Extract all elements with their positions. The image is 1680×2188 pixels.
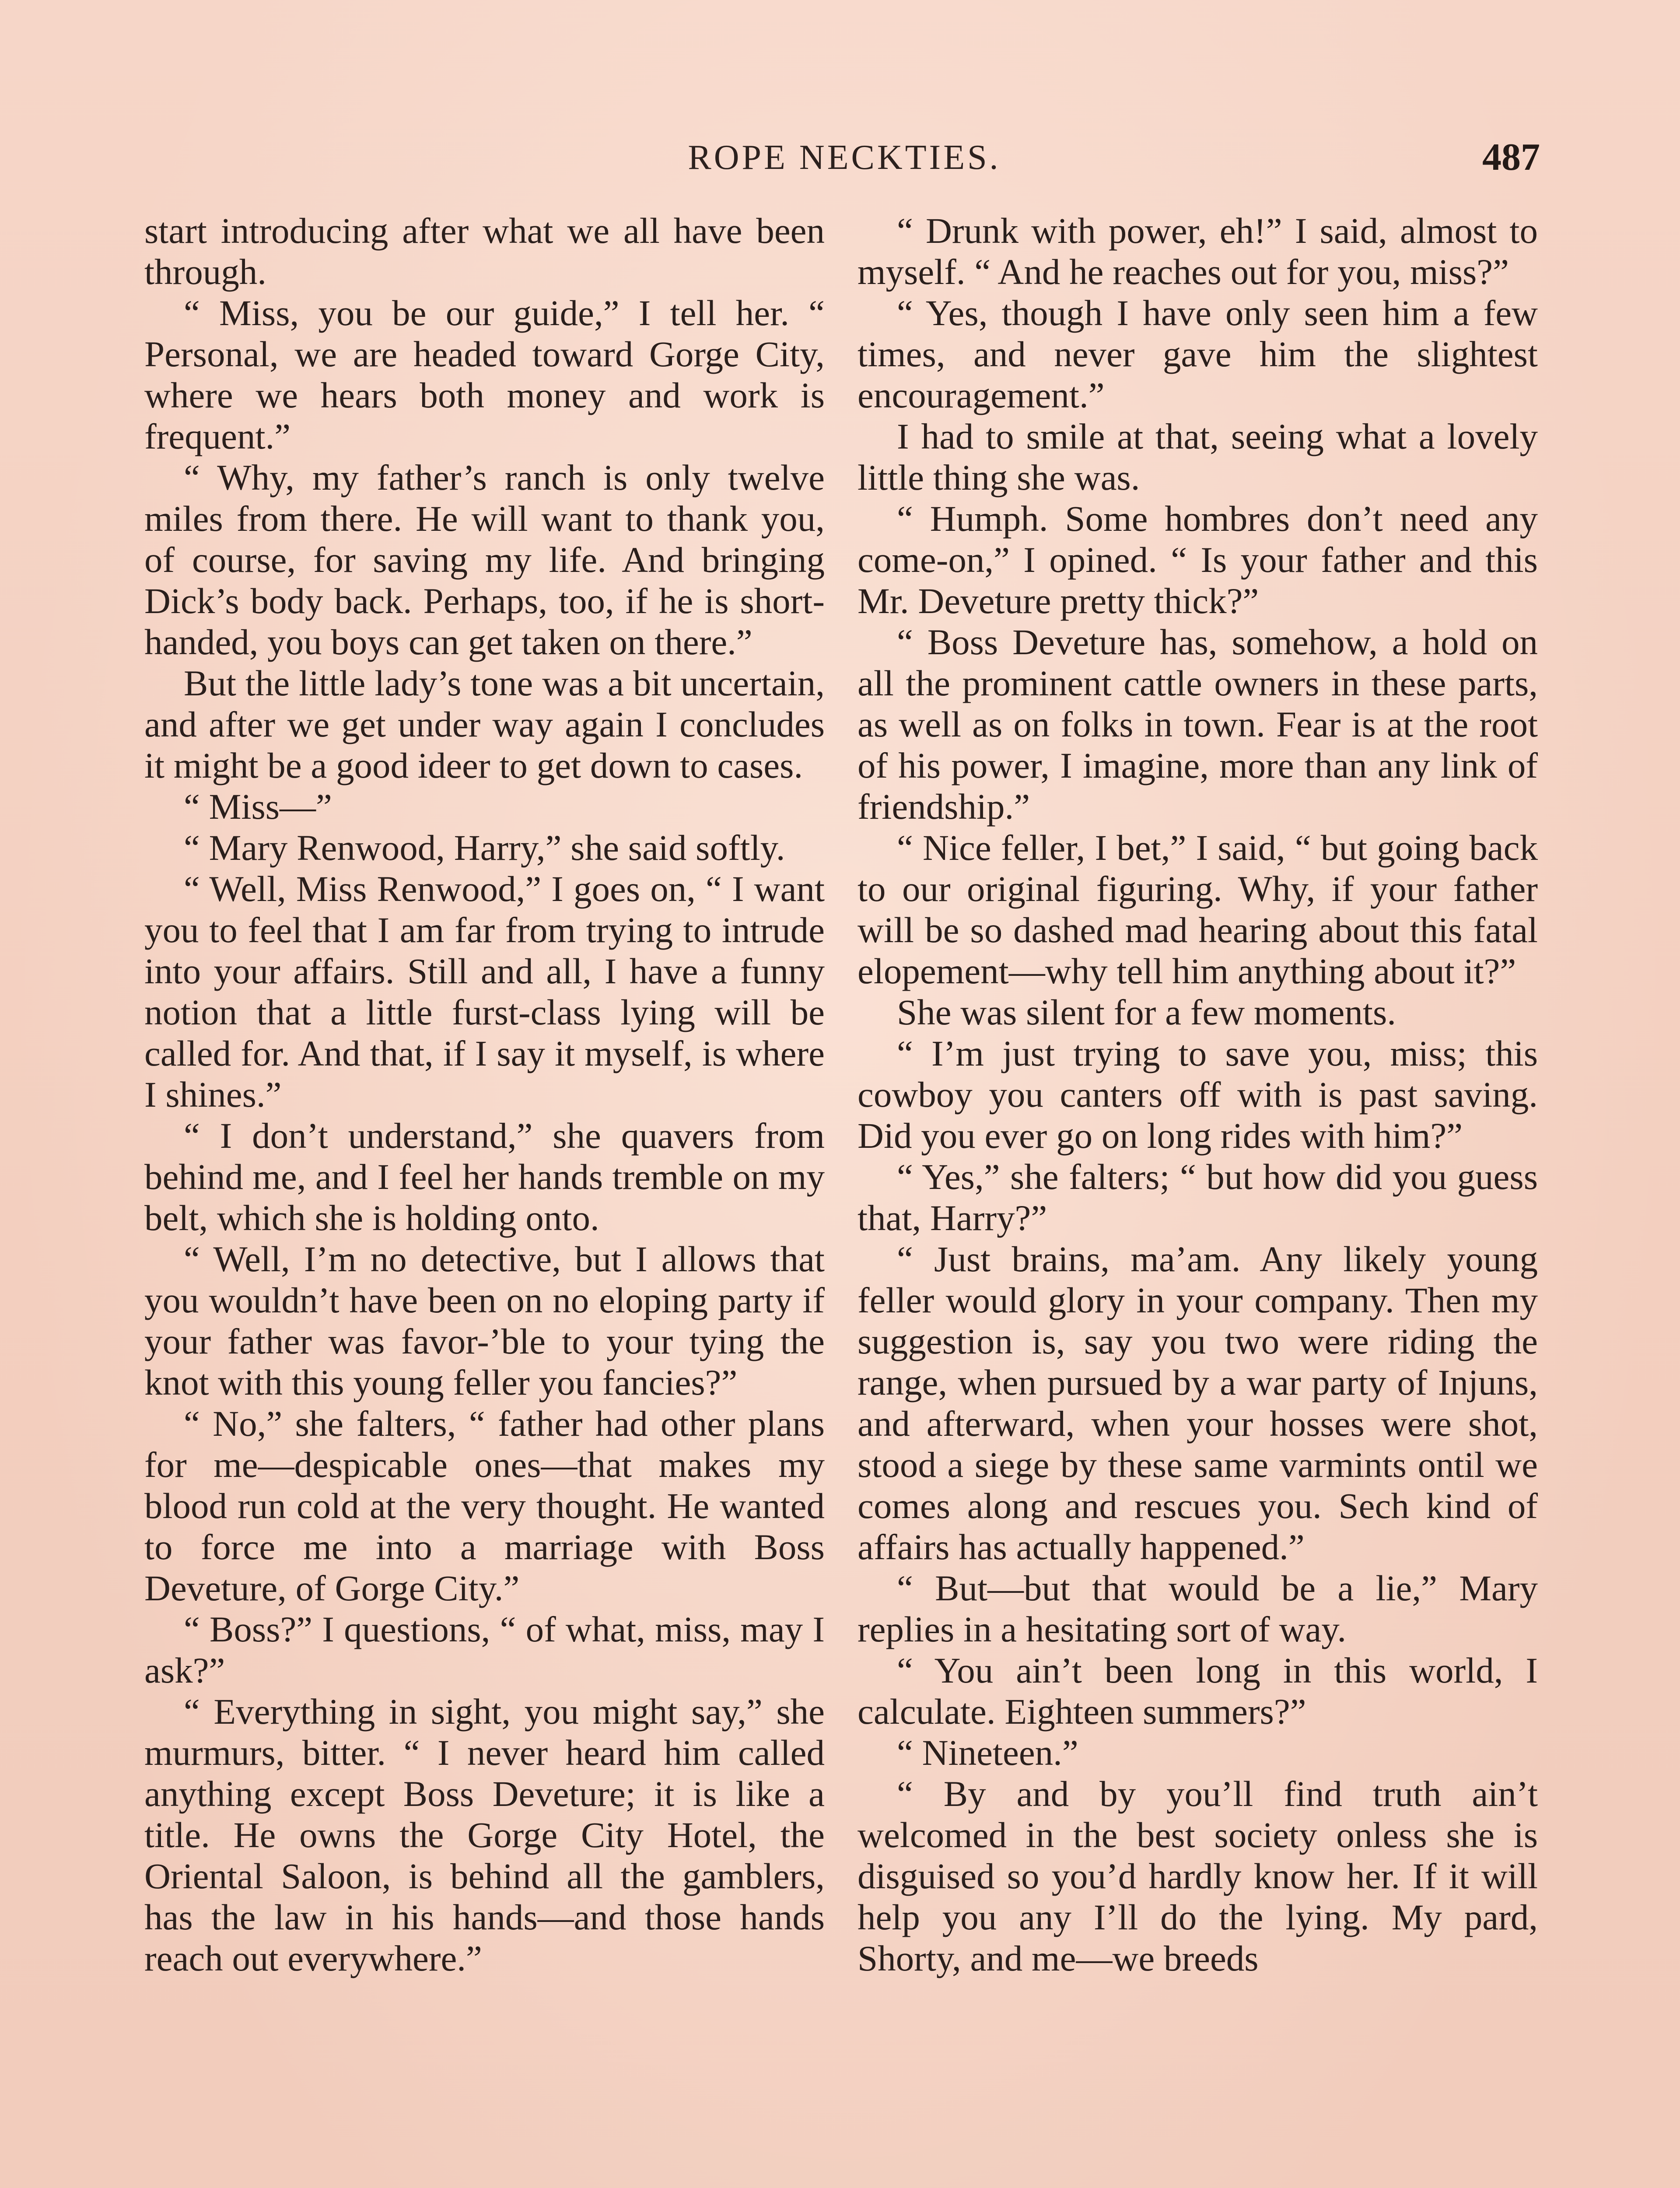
left-column xyxy=(144,210,825,2188)
paragraph: “ But—but that would be a lie,” Mary replies in a hesitating sort of way. xyxy=(858,1568,1538,1649)
paragraph: “ Boss Deveture has, somehow, a hold on all the prominent cattle owners in these parts, as well as on folks in town. Fear is at the root of his power, I imagine, more than any link of friendship.” xyxy=(858,622,1538,827)
page-header xyxy=(149,131,1540,184)
paragraph: “ Just brains, ma’am. Any likely young feller would glory in your company. Then my suggestion is, say you two were riding the range, when pursued by a war party of Injuns, and afterward, when your hosses were shot, stood a siege by these same varmints ontil we comes along and rescues you. Sech kind of affairs has actually happened.” xyxy=(858,1239,1538,1567)
paragraph: “ Well, Miss Renwood,” I goes on, “ I want you to feel that I am far from trying to intrude into your affairs. Still and all, I have a funny notion that a little furst-class lying will be called for. And that, if I say it myself, is where I shines.” xyxy=(144,869,825,1115)
paragraph: She was silent for a few moments. xyxy=(897,992,1396,1032)
paragraph: “ By and by you’ll find truth ain’t welcomed in the best society onless she is disguised so you’d hardly know her. If it will help you any I’ll do the lying. My pard, Shorty, and me—we breeds xyxy=(858,1774,1538,1978)
paragraph: “ I don’t understand,” she quavers from behind me, and I feel her hands tremble on my belt, which she is holding onto. xyxy=(144,1115,825,1238)
paragraph: “ You ain’t been long in this world, I calculate. Eighteen summers?” xyxy=(858,1650,1538,1732)
paragraph: “ Miss, you be our guide,” I tell her. “ Personal, we are headed toward Gorge City, where we hears both money and work is frequent.” xyxy=(144,293,825,456)
paragraph: “ Boss?” I questions, “ of what, miss, may I ask?” xyxy=(144,1609,825,1690)
paragraph: start introducing after what we all have been through. xyxy=(144,210,825,292)
paragraph: “ Nice feller, I bet,” I said, “ but going back to our original figuring. Why, if your father will be so dashed mad hearing about this fatal elopement—why tell him anything about it?” xyxy=(858,828,1538,991)
paragraph: But the little lady’s tone was a bit uncertain, and after we get under way again I concludes it might be a good ideer to get down to cases. xyxy=(144,663,825,785)
paragraph: “ Humph. Some hombres don’t need any come-on,” I opined. “ Is your father and this Mr. Deveture pretty thick?” xyxy=(858,498,1538,621)
paragraph: “ Well, I’m no detective, but I allows that you wouldn’t have been on no eloping party if your father was favor-’ble to your tying the knot with this young feller you fancies?” xyxy=(144,1239,825,1403)
paragraph: I had to smile at that, seeing what a lovely little thing she was. xyxy=(858,416,1538,498)
paragraph: “ Mary Renwood, Harry,” she said softly. xyxy=(184,828,785,868)
running-title: ROPE NECKTIES. xyxy=(688,138,1001,177)
paragraph: “ Everything in sight, you might say,” she murmurs, bitter. “ I never heard him called anything except Boss Deveture; it is like a title. He owns the Gorge City Hotel, the Oriental Saloon, is behind all the gamblers, has the law in his hands—and those hands reach out everywhere.” xyxy=(144,1691,825,1978)
text-columns xyxy=(144,210,1540,2188)
paragraph: “ Yes,” she falters; “ but how did you guess that, Harry?” xyxy=(858,1157,1538,1238)
paragraph: “ I’m just trying to save you, miss; this cowboy you canters off with is past saving. Did you ever go on long rides with him?” xyxy=(858,1033,1538,1156)
paragraph: “ Miss—” xyxy=(184,786,332,827)
page-number: 487 xyxy=(1482,136,1540,179)
paragraph: “ No,” she falters, “ father had other plans for me—despicable ones—that makes my blood run cold at the very thought. He wanted to force me into a marriage with Boss Deveture, of Gorge City.” xyxy=(144,1403,825,1608)
paragraph: “ Yes, though I have only seen him a few times, and never gave him the slightest encouragement.” xyxy=(858,293,1538,415)
paragraph: “ Why, my father’s ranch is only twelve miles from there. He will want to thank you, of course, for saving my life. And bringing Dick’s body back. Perhaps, too, if he is short-handed, you boys can get taken on there.” xyxy=(144,457,825,662)
paragraph: “ Nineteen.” xyxy=(897,1732,1078,1773)
paragraph: “ Drunk with power, eh!” I said, almost to myself. “ And he reaches out for you, miss?” xyxy=(858,210,1538,292)
right-column xyxy=(858,210,1538,2188)
